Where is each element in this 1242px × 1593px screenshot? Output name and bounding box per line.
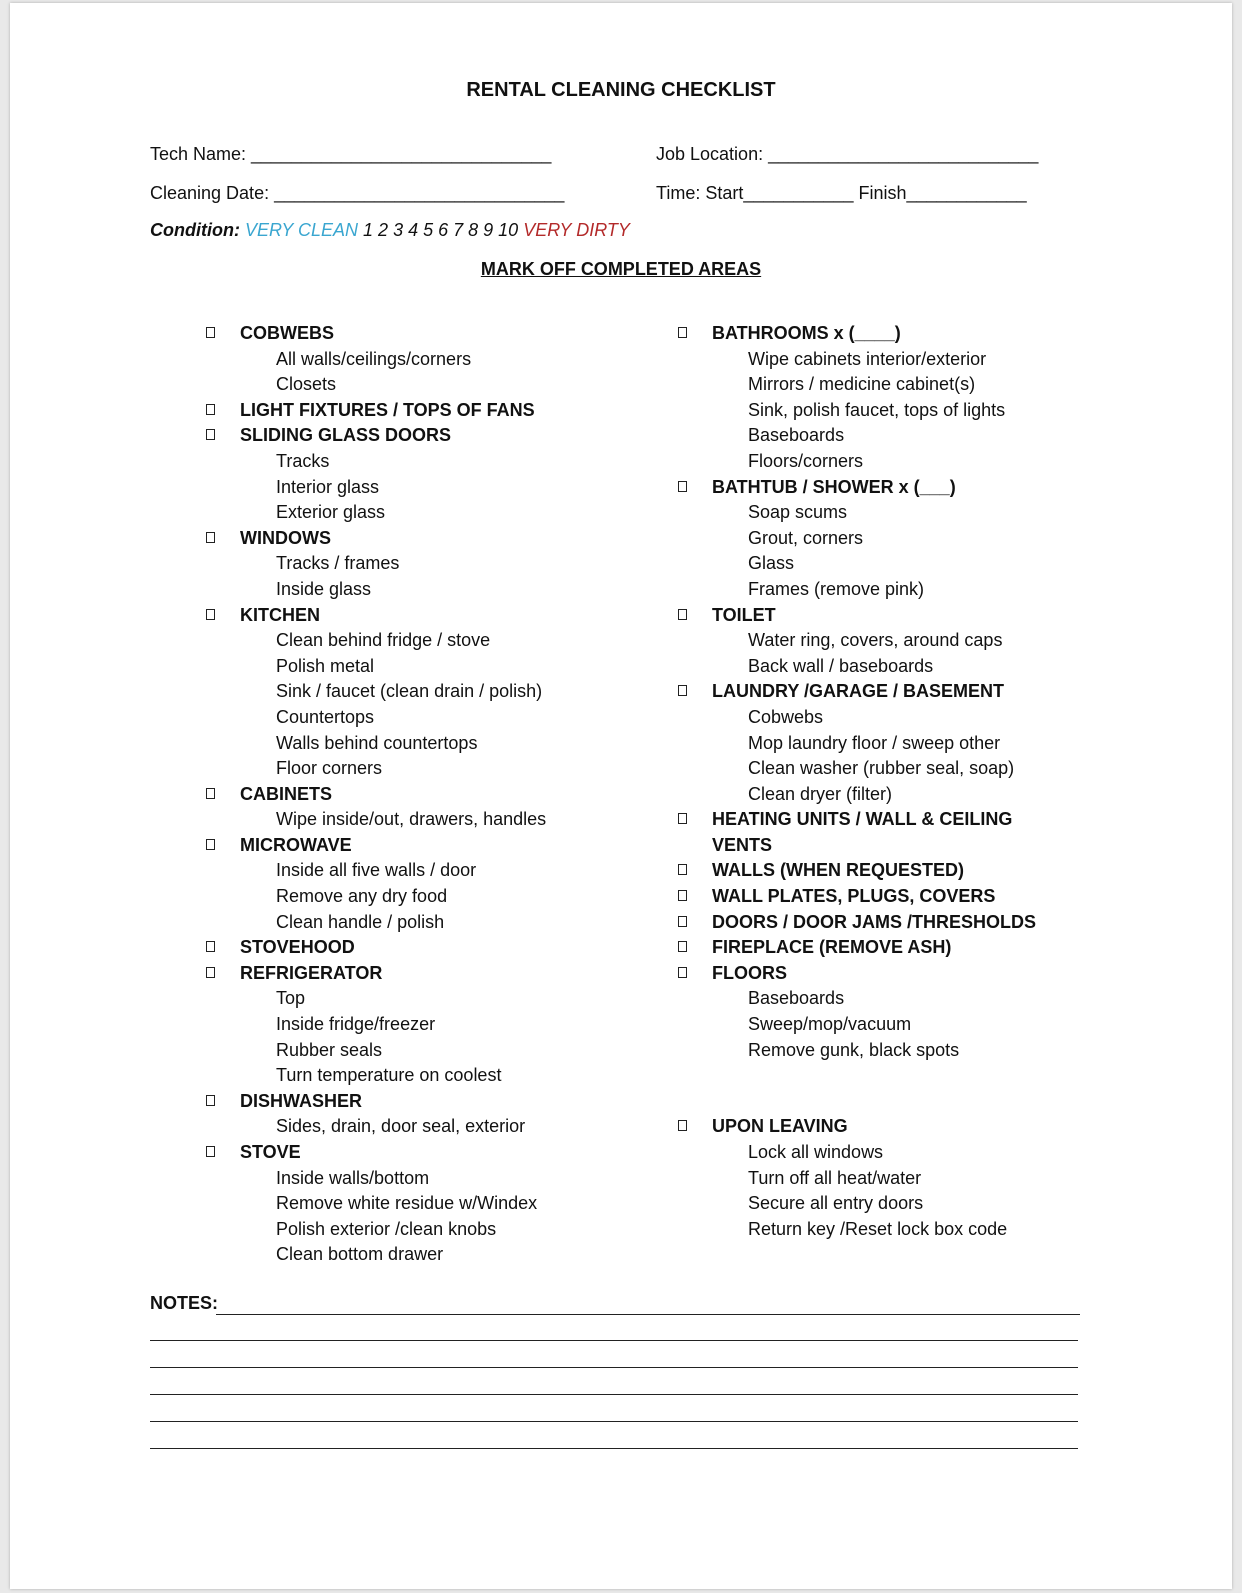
checklist-task (678, 756, 1128, 782)
checkbox[interactable] (206, 429, 215, 440)
checkbox[interactable] (678, 685, 687, 696)
task-label: All walls/ceilings/corners (276, 348, 472, 369)
checklist-task (206, 654, 656, 680)
spacer (678, 1063, 1128, 1089)
task-label: Glass (748, 553, 795, 574)
tech-name-field[interactable]: Tech Name: ______________________________ (150, 144, 552, 164)
checklist-task (206, 449, 656, 475)
section-subtitle: MARK OFF COMPLETED AREAS (480, 259, 762, 279)
checklist-task (678, 654, 1128, 680)
checklist-task (206, 679, 656, 705)
section-label: TOILET (712, 604, 776, 625)
task-label: Grout, corners (748, 527, 864, 548)
checklist-task (678, 500, 1128, 526)
task-label: Remove gunk, black spots (748, 1039, 960, 1060)
checklist-section[interactable] (206, 423, 656, 449)
checklist-task (206, 858, 656, 884)
checkbox[interactable] (678, 1120, 687, 1131)
checkbox[interactable] (206, 609, 215, 620)
section-label: WINDOWS (240, 527, 331, 548)
checklist-task (206, 1217, 656, 1243)
checklist-task (206, 731, 656, 757)
checklist-task (678, 551, 1128, 577)
checkbox[interactable] (206, 967, 215, 978)
section-label: BATHTUB / SHOWER x (___) (712, 476, 956, 497)
checklist-task (678, 1217, 1128, 1243)
section-label: WALLS (WHEN REQUESTED) (712, 860, 964, 881)
left-checklist-column (206, 321, 656, 1268)
checklist-task (206, 910, 656, 936)
checklist-task (678, 1038, 1128, 1064)
task-label: Inside all five walls / door (276, 860, 477, 881)
checklist-task (678, 398, 1128, 424)
task-label: Polish exterior /clean knobs (276, 1218, 497, 1239)
checklist-section[interactable] (206, 782, 656, 808)
checklist-task (206, 1242, 656, 1268)
task-label: Clean washer (rubber seal, soap) (748, 758, 1015, 779)
section-label: BATHROOMS x (____) (712, 323, 901, 343)
task-label: Turn off all heat/water (748, 1167, 922, 1188)
checklist-section[interactable] (206, 321, 656, 347)
checklist-task (206, 372, 656, 398)
task-label: Wipe inside/out, drawers, handles (276, 809, 547, 830)
task-label: Clean dryer (filter) (748, 783, 893, 804)
task-label: Floor corners (276, 758, 383, 779)
condition-very-clean: VERY CLEAN (244, 220, 359, 240)
checkbox[interactable] (206, 1146, 215, 1157)
checklist-task (206, 577, 656, 603)
checklist-task (206, 1191, 656, 1217)
checklist-task (206, 1166, 656, 1192)
checkbox[interactable] (206, 839, 215, 850)
task-label: Inside glass (276, 578, 372, 599)
notes-line[interactable] (150, 1367, 1078, 1368)
checkbox[interactable] (206, 327, 215, 338)
checklist-section[interactable] (206, 603, 656, 629)
checklist-task (678, 731, 1128, 757)
checklist-task (678, 526, 1128, 552)
checklist-section[interactable] (206, 833, 656, 859)
task-label: Mirrors / medicine cabinet(s) (748, 374, 976, 395)
task-label: Walls behind countertops (276, 732, 478, 753)
section-label: WALL PLATES, PLUGS, COVERS (712, 886, 996, 907)
task-label: Exterior glass (276, 502, 386, 523)
checklist-section[interactable] (678, 910, 1128, 936)
task-label: Sink / faucet (clean drain / polish) (276, 681, 543, 702)
checkbox[interactable] (678, 916, 687, 927)
task-label: Water ring, covers, around caps (748, 630, 1003, 651)
task-label: Inside walls/bottom (276, 1167, 430, 1188)
job-location-field[interactable]: Job Location: ___________________________ (656, 144, 1039, 164)
section-label: STOVE (240, 1142, 301, 1162)
checklist-section[interactable] (678, 935, 1128, 961)
checkbox[interactable] (678, 327, 687, 338)
checklist-task (206, 705, 656, 731)
task-label: Interior glass (276, 476, 380, 497)
section-label: CABINETS (240, 783, 333, 804)
right-checklist-column (678, 321, 1128, 1242)
task-label: Baseboards (748, 425, 845, 446)
checklist-task (206, 884, 656, 910)
section-label: FLOORS (712, 962, 787, 983)
checklist-task (206, 756, 656, 782)
checkbox[interactable] (678, 813, 687, 824)
checklist-section[interactable] (206, 1089, 656, 1115)
checklist-section[interactable] (678, 321, 1128, 347)
section-label: LIGHT FIXTURES / TOPS OF FANS (240, 399, 535, 420)
checkbox[interactable] (678, 967, 687, 978)
checklist-section[interactable] (678, 679, 1128, 705)
condition-label: Condition: (150, 220, 240, 240)
checkbox[interactable] (206, 788, 215, 799)
condition-scale (150, 220, 630, 241)
task-label: Tracks (276, 450, 330, 471)
section-label: STOVEHOOD (240, 937, 355, 958)
section-label: FIREPLACE (REMOVE ASH) (712, 937, 952, 958)
checklist-task (206, 807, 656, 833)
checklist-task (206, 1114, 656, 1140)
section-label: MICROWAVE (240, 834, 352, 855)
checklist-task (678, 1012, 1128, 1038)
section-label: REFRIGERATOR (240, 962, 383, 983)
checklist-task (678, 1191, 1128, 1217)
checklist-task (206, 551, 656, 577)
checkbox[interactable] (206, 404, 215, 415)
task-label: Clean bottom drawer (276, 1244, 444, 1265)
task-label: Remove white residue w/Windex (276, 1193, 538, 1214)
section-label: COBWEBS (240, 323, 334, 343)
task-label: Return key /Reset lock box code (748, 1218, 1008, 1239)
checklist-task (678, 372, 1128, 398)
checklist-task (206, 1063, 656, 1089)
section-label: KITCHEN (240, 604, 320, 625)
time-field[interactable]: Time: Start___________ Finish____________ (656, 183, 1027, 203)
notes-line[interactable] (150, 1448, 1078, 1449)
task-label: Back wall / baseboards (748, 655, 934, 676)
task-label: Top (276, 988, 306, 1009)
task-label: Closets (276, 374, 337, 395)
task-label: Floors/corners (748, 450, 864, 471)
task-label: Inside fridge/freezer (276, 1014, 436, 1035)
checkbox[interactable] (678, 481, 687, 492)
task-label: Baseboards (748, 988, 845, 1009)
checklist-task (678, 986, 1128, 1012)
section-label: VENTS (712, 834, 773, 855)
checklist-section-continued (678, 833, 1128, 859)
checklist-section[interactable] (206, 935, 656, 961)
checklist-task (206, 1012, 656, 1038)
task-label: Lock all windows (748, 1142, 884, 1162)
checkbox[interactable] (678, 609, 687, 620)
checklist-section[interactable] (678, 884, 1128, 910)
task-label: Cobwebs (748, 706, 824, 727)
task-label: Remove any dry food (276, 886, 448, 907)
checklist-task (206, 1038, 656, 1064)
checklist-section[interactable] (678, 475, 1128, 501)
checklist-task (206, 475, 656, 501)
checkbox[interactable] (678, 890, 687, 901)
notes-line[interactable] (150, 1421, 1078, 1422)
checklist-task (678, 1166, 1128, 1192)
checklist-section[interactable] (678, 807, 1128, 833)
section-label: HEATING UNITS / WALL & CEILING (712, 809, 1013, 830)
task-label: Turn temperature on coolest (276, 1065, 502, 1086)
task-label: Soap scums (748, 502, 848, 523)
checklist-task (678, 423, 1128, 449)
checkbox[interactable] (678, 941, 687, 952)
checkbox[interactable] (206, 941, 215, 952)
task-label: Mop laundry floor / sweep other (748, 732, 1001, 753)
checklist-task (678, 705, 1128, 731)
task-label: Sink, polish faucet, tops of lights (748, 399, 1006, 420)
checklist-task (206, 628, 656, 654)
task-label: Clean behind fridge / stove (276, 630, 491, 651)
checkbox[interactable] (206, 532, 215, 543)
checklist-task (206, 500, 656, 526)
task-label: Polish metal (276, 655, 375, 676)
notes-line[interactable] (150, 1394, 1078, 1395)
checklist-task (206, 986, 656, 1012)
checklist-task (678, 1140, 1128, 1166)
checklist-section[interactable] (206, 526, 656, 552)
condition-numbers: 1 2 3 4 5 6 7 8 9 10 (363, 220, 519, 240)
section-label: UPON LEAVING (712, 1116, 848, 1137)
checklist-task (678, 782, 1128, 808)
checklist-section[interactable] (206, 398, 656, 424)
task-label: Rubber seals (276, 1039, 383, 1060)
task-label: Sweep/mop/vacuum (748, 1014, 912, 1035)
task-label: Tracks / frames (276, 553, 400, 574)
cleaning-date-field[interactable]: Cleaning Date: _____________________________ (150, 183, 565, 203)
checkbox[interactable] (678, 864, 687, 875)
checklist-task (678, 577, 1128, 603)
checklist-task (206, 347, 656, 373)
checklist-section[interactable] (206, 961, 656, 987)
notes-label: NOTES: (150, 1293, 219, 1313)
condition-very-dirty: VERY DIRTY (523, 220, 630, 240)
checklist-task (678, 628, 1128, 654)
document-page (10, 3, 1232, 1589)
task-label: Countertops (276, 706, 375, 727)
checklist-section[interactable] (678, 1114, 1128, 1140)
notes-line[interactable] (150, 1340, 1078, 1341)
task-label: Sides, drain, door seal, exterior (276, 1116, 526, 1137)
checklist-section[interactable] (678, 858, 1128, 884)
checklist-section[interactable] (206, 1140, 656, 1166)
task-label: Clean handle / polish (276, 911, 445, 932)
section-label: SLIDING GLASS DOORS (240, 425, 452, 446)
spacer (678, 1089, 1128, 1115)
checkbox[interactable] (206, 1095, 215, 1106)
notes-line[interactable] (216, 1314, 1080, 1315)
task-label: Frames (remove pink) (748, 578, 925, 599)
section-label: LAUNDRY /GARAGE / BASEMENT (712, 681, 1005, 702)
task-label: Wipe cabinets interior/exterior (748, 348, 987, 369)
checklist-section[interactable] (678, 961, 1128, 987)
checklist-section[interactable] (678, 603, 1128, 629)
document-title: RENTAL CLEANING CHECKLIST (466, 79, 776, 101)
checklist-task (678, 449, 1128, 475)
section-label: DISHWASHER (240, 1090, 363, 1111)
task-label: Secure all entry doors (748, 1193, 924, 1214)
section-label: DOORS / DOOR JAMS /THRESHOLDS (712, 911, 1037, 932)
checklist-task (678, 347, 1128, 373)
